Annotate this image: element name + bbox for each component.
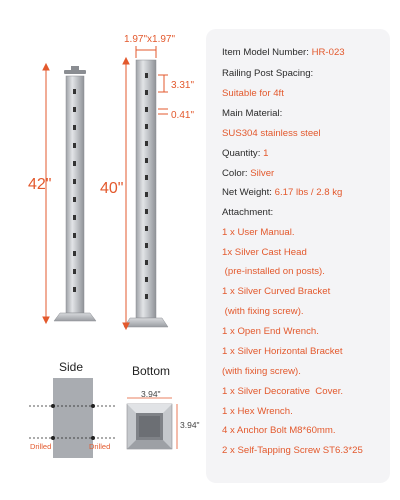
attachment-item: 1 x Silver Decorative Cover. — [222, 386, 344, 397]
attachment-item: 1 x Open End Wrench. — [222, 326, 319, 337]
height-40-label: 40" — [100, 180, 124, 197]
quantity-label: Quantity: — [222, 148, 264, 159]
model-number-label: Item Model Number: — [222, 47, 312, 58]
model-number-row — [222, 47, 345, 59]
side-view-title: Side — [59, 360, 84, 374]
spacing-3-31-label: 3.31" — [171, 80, 195, 91]
height-42-label: 42" — [28, 176, 52, 193]
material-value: SUS304 stainless steel — [222, 128, 321, 139]
attachment-item: 4 x Anchor Bolt M8*60mm. — [222, 425, 336, 436]
weight-value: 6.17 lbs / 2.8 kg — [274, 187, 343, 198]
quantity-row — [222, 148, 268, 160]
material-label: Main Material: — [222, 108, 283, 119]
bottom-view-drawing — [127, 398, 177, 449]
drilled-right-label: Drilled — [89, 442, 111, 451]
attachment-item: 1 x Hex Wrench. — [222, 406, 293, 417]
attachment-item: 2 x Self-Tapping Screw ST6.3*25 — [222, 445, 363, 456]
drilled-left-label: Drilled — [30, 442, 52, 451]
attachment-item: 1 x User Manual. — [222, 227, 295, 238]
attachment-item: 1x Silver Cast Head — [222, 247, 307, 258]
color-label: Color: — [222, 168, 251, 179]
attachment-label: Attachment: — [222, 207, 274, 218]
model-number-value: HR-023 — [311, 47, 345, 58]
color-value: Silver — [250, 168, 275, 179]
weight-row — [222, 187, 342, 199]
attachment-item: 1 x Silver Horizontal Bracket — [222, 346, 343, 357]
post-42-inch — [54, 66, 96, 321]
spacing-value: Suitable for 4ft — [222, 88, 284, 99]
attachment-item: (with fixing screw). — [222, 306, 304, 317]
post-40-inch — [124, 60, 168, 327]
spacing-label: Railing Post Spacing: — [222, 68, 314, 79]
attachment-item: (pre-installed on posts). — [222, 266, 325, 277]
attachment-item: 1 x Silver Curved Bracket — [222, 286, 331, 297]
bottom-view-title: Bottom — [132, 364, 171, 378]
base-height-label: 3.94" — [180, 420, 200, 430]
quantity-value: 1 — [263, 148, 269, 159]
color-row — [222, 168, 274, 180]
post-size-label: 1.97"x1.97" — [124, 34, 176, 45]
weight-label: Net Weight: — [222, 187, 275, 198]
attachment-item: (with fixing screw). — [222, 366, 301, 377]
spacing-0-41-label: 0.41" — [171, 110, 195, 121]
base-width-label: 3.94" — [141, 389, 161, 399]
